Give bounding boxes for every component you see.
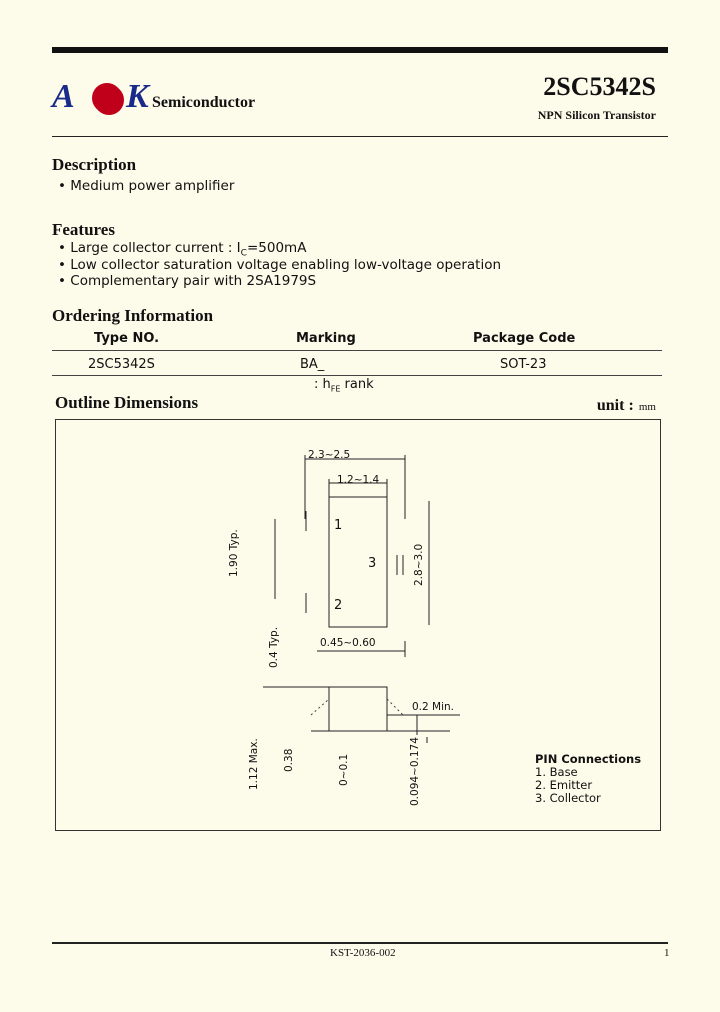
- pin-connection-item: 2. Emitter: [535, 778, 593, 792]
- dim-lead-offset: 0.4 Typ.: [268, 626, 280, 668]
- feature-item: • Large collector current : $I_C=500mA$: [58, 240, 307, 259]
- table-rule-top: [52, 350, 662, 351]
- cell-marking: BA_: [300, 357, 325, 372]
- logo-letter-a: A: [52, 78, 75, 115]
- description-title: Description: [52, 155, 137, 174]
- col-package-code: Package Code: [473, 331, 576, 346]
- col-marking: Marking: [296, 331, 356, 346]
- table-rule-bottom: [52, 375, 662, 376]
- part-number: 2SC5342S: [543, 72, 656, 101]
- dim-width-outer: 2.3~2.5: [308, 449, 351, 461]
- dim-height-max: 1.12 Max.: [248, 738, 260, 790]
- footer-page-number: 1: [664, 947, 670, 959]
- pin-connection-item: 3. Collector: [535, 791, 601, 805]
- pin-connection-item: 1. Base: [535, 765, 578, 779]
- auk-logo: [52, 78, 272, 118]
- dim-pin-pitch: 1.90 Typ.: [228, 529, 240, 577]
- dim-pin-width: 0.45~0.60: [320, 637, 376, 649]
- logo-circle-red: [94, 85, 124, 115]
- cell-type-no: 2SC5342S: [88, 357, 155, 372]
- header-rule: [52, 136, 668, 137]
- logo-letter-k: K: [126, 78, 149, 115]
- footer-doc-code: KST-2036-002: [330, 947, 396, 959]
- hfe-note: : $h_{FE}$ rank: [314, 377, 374, 394]
- part-subtitle: NPN Silicon Transistor: [537, 108, 656, 122]
- dim-lead-thickness: 0.094~0.174: [409, 737, 421, 806]
- logo-suffix: Semiconductor: [152, 94, 256, 111]
- description-item: • Medium power amplifier: [58, 178, 235, 194]
- feature-item: • Complementary pair with 2SA1979S: [58, 273, 317, 289]
- top-rule: [52, 47, 668, 53]
- footer-rule: [52, 942, 668, 944]
- ordering-title: Ordering Information: [52, 306, 214, 325]
- unit-label: unit : mm: [596, 397, 656, 414]
- col-type-no: Type NO.: [94, 331, 160, 346]
- dim-body-height: 0.38: [283, 748, 295, 772]
- outline-title: Outline Dimensions: [55, 393, 199, 412]
- features-title: Features: [52, 220, 115, 239]
- dim-length: 2.8~3.0: [413, 543, 425, 586]
- pin-label-3: 3: [368, 556, 377, 571]
- feature-item: • Low collector saturation voltage enabling low-voltage operation: [58, 257, 502, 273]
- cell-package-code: SOT-23: [500, 357, 547, 372]
- pin-label-1: 1: [334, 518, 343, 533]
- dim-lead-min: 0.2 Min.: [412, 701, 455, 713]
- pin-connections-title: PIN Connections: [535, 752, 642, 766]
- dim-width-inner: 1.2~1.4: [337, 474, 380, 486]
- dim-standoff: 0~0.1: [338, 753, 350, 786]
- pin-label-2: 2: [334, 598, 343, 613]
- body-side-view: [329, 687, 387, 731]
